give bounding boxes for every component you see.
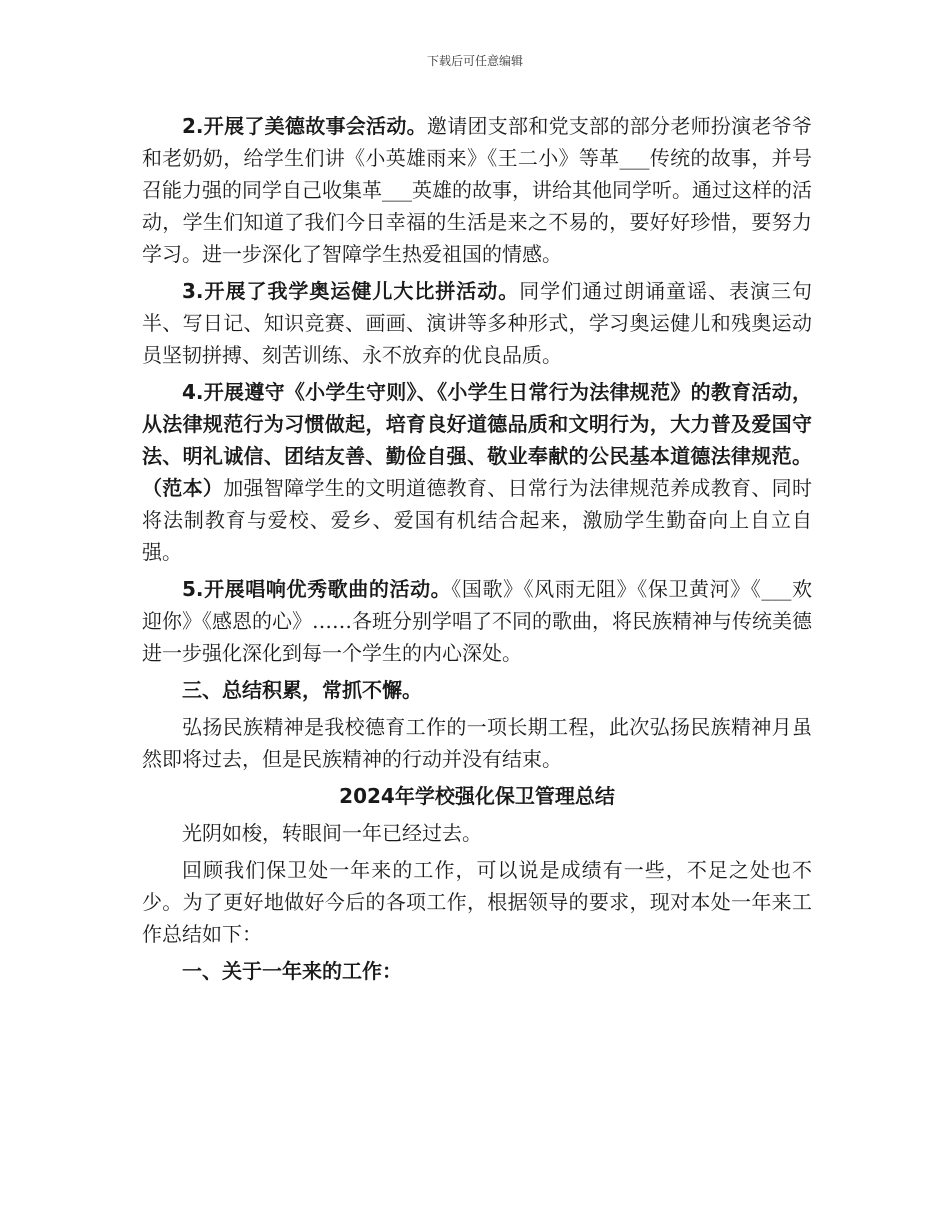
document-title: 2024年学校强化保卫管理总结 [339,784,615,808]
document-body [142,110,812,987]
list-item-5 [142,573,812,669]
list-item-2 [142,110,812,270]
item-heading: 2.开展了美德故事会活动。 [182,114,427,138]
list-item-4 [142,376,812,568]
section-3-text: 弘扬民族精神是我校德育工作的一项长期工程，此次弘扬民族精神月虽然即将过去，但是民族精神的行动并没有结束。 [142,715,812,771]
review-paragraph: 回顾我们保卫处一年来的工作，可以说是成绩有一些，不足之处也不少。为了更好地做好今后的各项工作，根据领导的要求，现对本处一年来工作总结如下： [142,858,812,946]
item-text: 加强智障学生的文明道德教育、日常行为法律规范养成教育、同时将法制教育与爱校、爱乡、爱国有机结合起来，激励学生勤奋向上自立自强。 [142,476,812,564]
intro-paragraph: 光阴如梭，转眼间一年已经过去。 [182,821,482,845]
item-heading: 5.开展唱响优秀歌曲的活动。 [182,577,452,601]
page-header: 下载后可任意编辑 [426,54,523,68]
section-1-heading: 一、关于一年来的工作： [182,959,402,983]
item-heading: 3.开展了我学奥运健儿大比拼活动。 [182,279,520,303]
list-item-3 [142,275,812,371]
item-text: 邀请团支部和党支部的部分老师扮演老爷爷和老奶奶，给学生们讲《小英雄雨来》《王二小》等革___传统的故事，并号召能力强的同学自己收集革___英雄的故事，讲给其他同学听。通过这样的活动，学生们知道了我们今日幸福的生活是来之不易的，要好好珍惜，要努力学习。进一步深化了智障学生热爱祖国的情感。 [142,114,813,266]
item-text: 同学们通过朗诵童谣、表演三句半、写日记、知识竞赛、画画、演讲等多种形式，学习奥运健儿和残奥运动员坚韧拼搏、刻苦训练、永不放弃的优良品质。 [142,279,813,367]
section-3-heading: 三、总结积累，常抓不懈。 [182,678,422,702]
item-text: 《国歌》《风雨无阻》《保卫黄河》《___欢迎你》《感恩的心》……各班分别学唱了不同的歌曲，将民族精神与传统美德进一步强化深化到每一个学生的内心深处。 [142,577,812,665]
item-heading: 4.开展遵守《小学生守则》、《小学生日常行为法律规范》的教育活动，从法律规范行为习惯做起，培育良好道德品质和文明行为，大力普及爱国守法、明礼诚信、团结友善、勤俭自强、敬业奉献的公民基本道德法律规范。（范本） [142,380,812,500]
